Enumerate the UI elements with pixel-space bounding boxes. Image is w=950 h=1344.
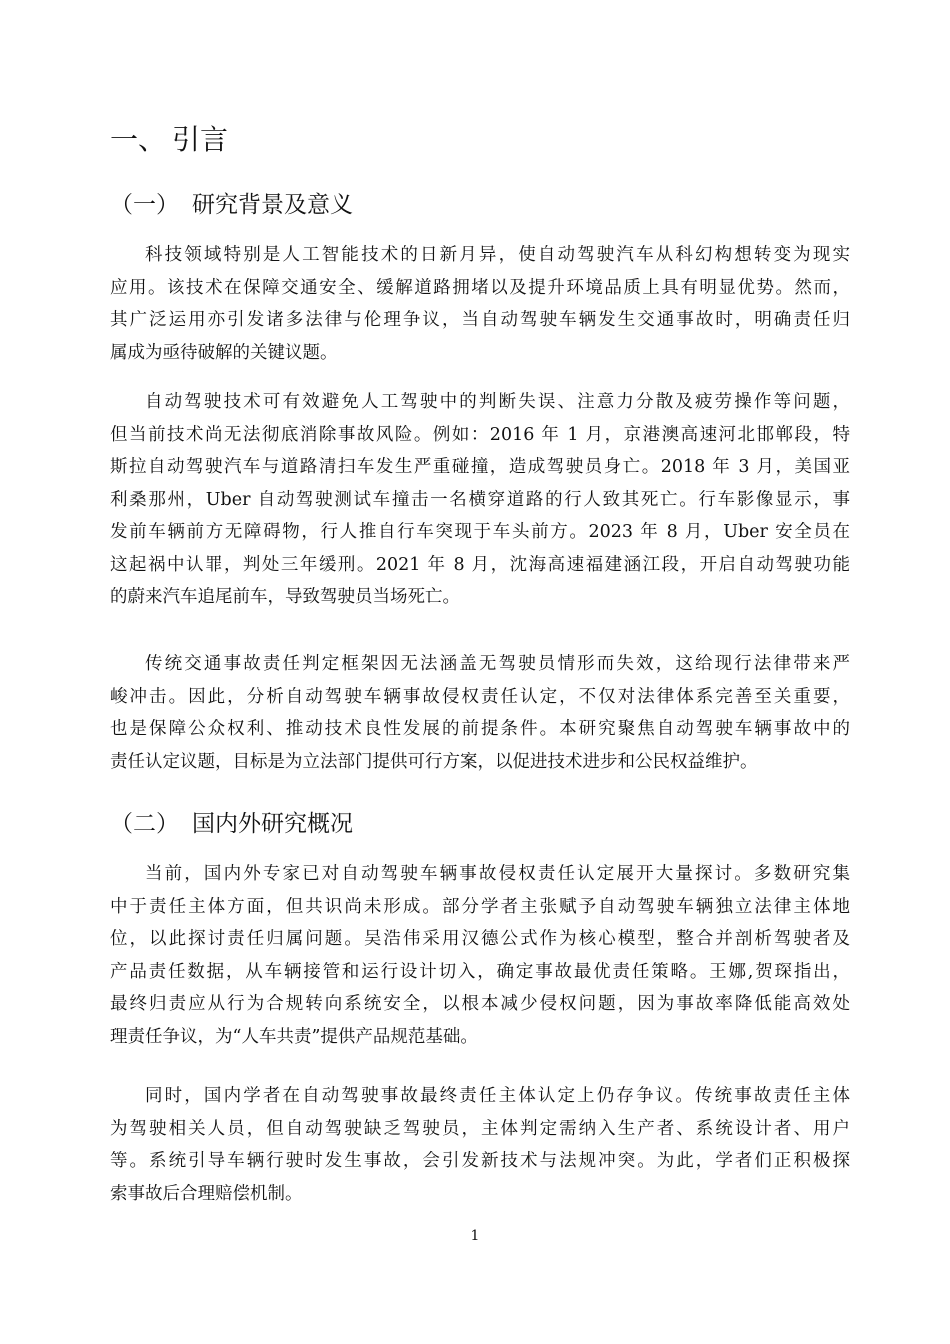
paragraph-line: 应用。该技术在保障交通安全、缓解道路拥堵以及提升环境品质上具有明显优势。然而，	[110, 277, 850, 298]
section-title: 引言	[172, 123, 229, 156]
subsection-number: （一）	[110, 192, 179, 218]
paragraph	[110, 239, 850, 369]
paragraph-line: 这起祸中认罪，判处三年缓刑。2021 年 8 月，沈海高速福建涵江段，开启自动驾驶功能	[110, 554, 850, 575]
paragraph-line: 的蔚来汽车追尾前车，导致驾驶员当场死亡。	[110, 587, 460, 607]
paragraph-line: 位，以此探讨责任归属问题。吴浩伟采用汉德公式作为核心模型，整合并剖析驾驶者及	[110, 929, 850, 949]
paragraph-line: 中于责任主体方面，但共识尚未形成。部分学者主张赋予自动驾驶车辆独立法律主体地	[110, 896, 850, 917]
section-heading-introduction	[110, 120, 228, 160]
subsection-number: （二）	[110, 811, 179, 837]
paragraph-line: 其广泛运用亦引发诸多法律与伦理争议，当自动驾驶车辆发生交通事故时，明确责任归	[110, 310, 850, 330]
subsection-heading-research-overview	[110, 807, 353, 841]
paragraph-line: 产品责任数据，从车辆接管和运行设计切入，确定事故最优责任策略。王娜,贺琛指出，	[110, 961, 850, 982]
paragraph-line: 斯拉自动驾驶汽车与道路清扫车发生严重碰撞，造成驾驶员身亡。2018 年 3 月，美国亚	[110, 457, 850, 477]
subsection-title: 国内外研究概况	[192, 811, 353, 837]
paragraph-line: 传统交通事故责任判定框架因无法涵盖无驾驶员情形而失效，这给现行法律带来严	[145, 654, 850, 674]
paragraph-line: 利桑那州，Uber 自动驾驶测试车撞击一名横穿道路的行人致其死亡。行车影像显示，事	[110, 489, 850, 510]
paragraph-line: 峻冲击。因此，分析自动驾驶车辆事故侵权责任认定，不仅对法律体系完善至关重要，	[110, 686, 850, 707]
paragraph	[110, 1080, 850, 1210]
paragraph-line: 最终归责应从行为合规转向系统安全，以根本减少侵权问题，因为事故率降低能高效处	[110, 994, 850, 1014]
paragraph	[110, 648, 850, 778]
paragraph-line: 科技领域特别是人工智能技术的日新月异，使自动驾驶汽车从科幻构想转变为现实	[145, 245, 850, 265]
page-number: 1	[470, 1228, 480, 1244]
paragraph-line: 等。系统引导车辆行驶时发生事故，会引发新技术与法规冲突。为此，学者们正积极探	[110, 1151, 850, 1171]
subsection-title: 研究背景及意义	[192, 192, 353, 218]
paragraph-line: 发前车辆前方无障碍物，行人推自行车突现于车头前方。2023 年 8 月，Uber 安全员在	[110, 522, 850, 542]
section-number: 一、	[110, 123, 167, 156]
paragraph-line: 索事故后合理赔偿机制。	[110, 1183, 303, 1204]
paragraph-line: 理责任争议，为“人车共责”提供产品规范基础。	[110, 1026, 478, 1047]
paragraph	[110, 386, 850, 614]
paragraph-line: 为驾驶相关人员，但自动驾驶缺乏驾驶员，主体判定需纳入生产者、系统设计者、用户	[110, 1118, 850, 1139]
paragraph-line: 自动驾驶技术可有效避免人工驾驶中的判断失误、注意力分散及疲劳操作等问题，	[145, 392, 850, 412]
subsection-heading-background	[110, 188, 353, 222]
paragraph	[110, 858, 850, 1053]
paragraph-line: 同时，国内学者在自动驾驶事故最终责任主体认定上仍存争议。传统事故责任主体	[145, 1086, 850, 1106]
paragraph-line: 当前，国内外专家已对自动驾驶车辆事故侵权责任认定展开大量探讨。多数研究集	[145, 864, 850, 884]
paragraph-line: 属成为亟待破解的关键议题。	[110, 342, 338, 363]
paragraph-line: 责任认定议题，目标是为立法部门提供可行方案，以促进技术进步和公民权益维护。	[110, 751, 758, 772]
paragraph-line: 也是保障公众权利、推动技术良性发展的前提条件。本研究聚焦自动驾驶车辆事故中的	[110, 719, 850, 739]
paragraph-line: 但当前技术尚无法彻底消除事故风险。例如：2016 年 1 月，京港澳高速河北邯郸段，特	[110, 424, 850, 445]
